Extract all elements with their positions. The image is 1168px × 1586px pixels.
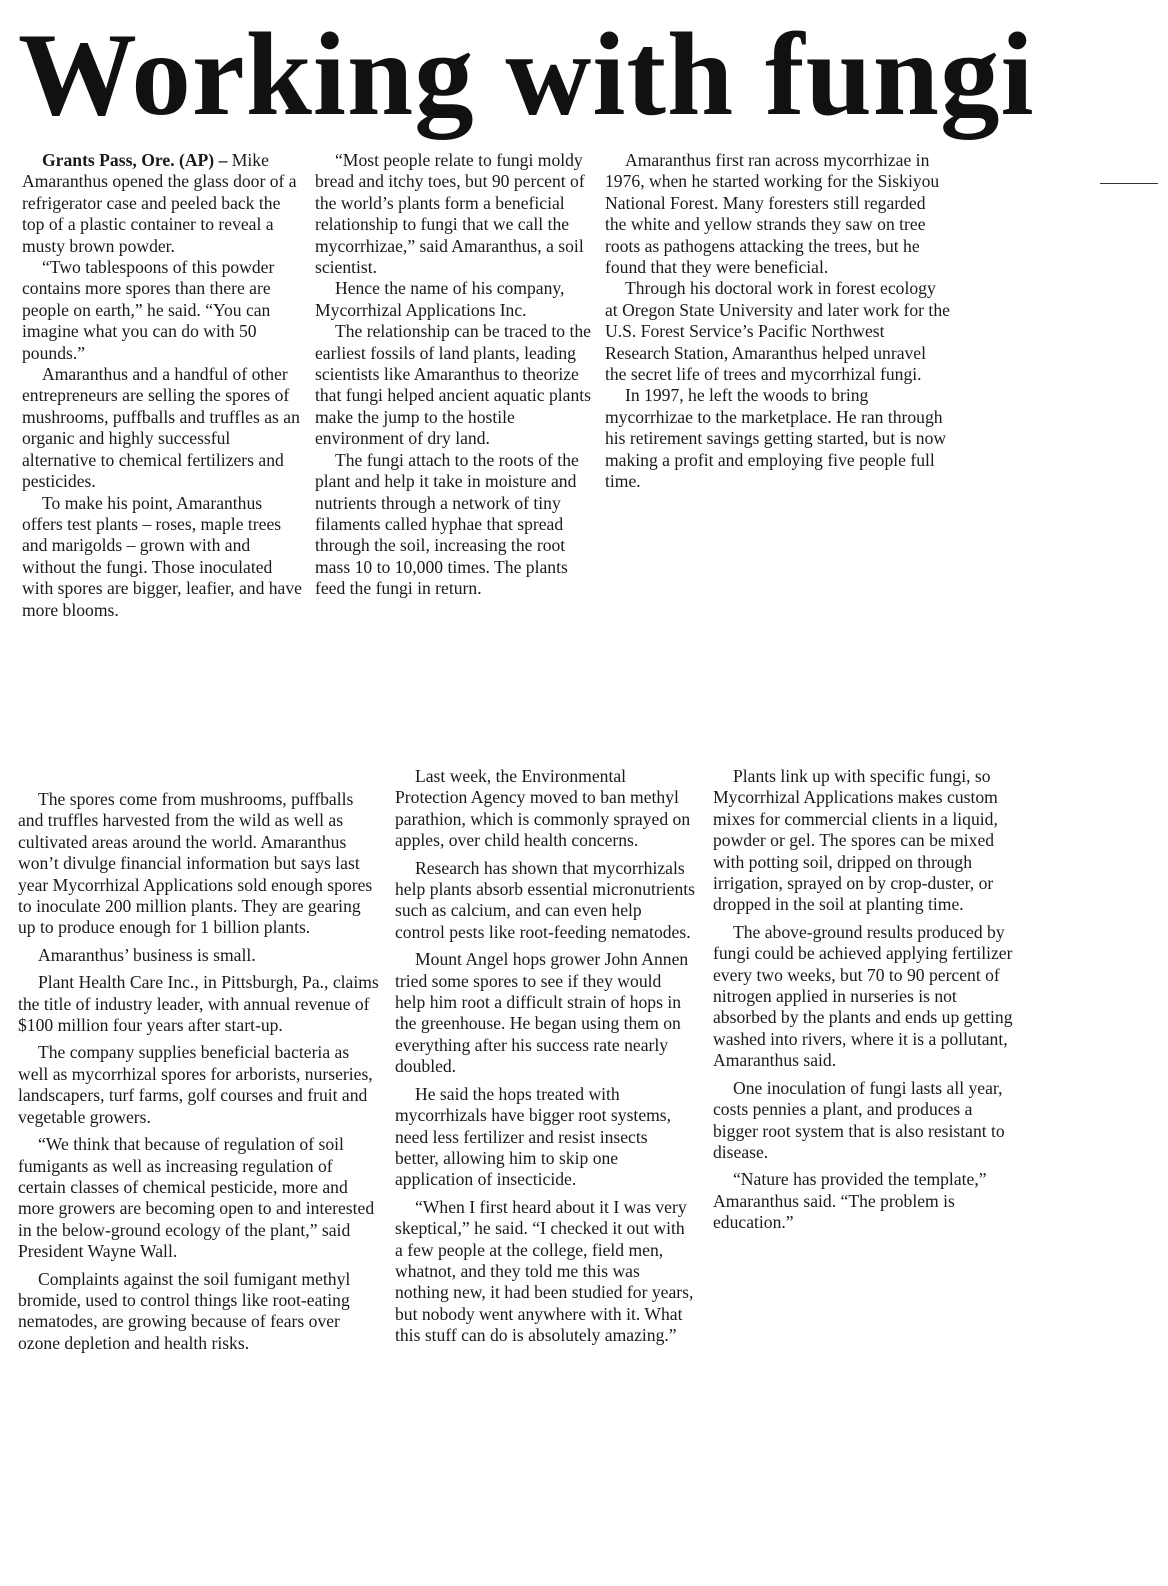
- paragraph: Through his doctoral work in forest ecology at Oregon State University and later work for the U.S. Forest Service’s Pacific Northwest Research Station, Amaranthus helped unravel the secret life of trees and mycorrhizal fungi.: [605, 278, 950, 385]
- paragraph: Last week, the Environmental Protection Agency moved to ban methyl parathion, which is commonly sprayed on apples, over child health concerns.: [395, 766, 691, 851]
- paragraph: He said the hops treated with mycorrhizals have bigger root systems, need less fertilizer and resist insects better, allowing him to skip one application of insecticide.: [395, 1083, 672, 1190]
- paragraph: One inoculation of fungi lasts all year, costs pennies a plant, and produces a bigger root system that is also resistant to disease.: [713, 1077, 1005, 1162]
- column-rule: [1100, 183, 1158, 184]
- headline: Working with fungi: [18, 8, 1035, 140]
- paragraph: “Nature has provided the template,” Amaranthus said. “The problem is education.”: [713, 1169, 987, 1233]
- paragraph: The relationship can be traced to the earliest fossils of land plants, leading scientists like Amaranthus to theorize that fungi helped ancient aquatic plants make the jump to the hostile environment of dry land.: [315, 321, 592, 449]
- paragraph: Plant Health Care Inc., in Pittsburgh, Pa., claims the title of industry leader, with annual revenue of $100 million four years after start-up.: [18, 972, 379, 1036]
- lead-text: Mike Amaranthus opened the glass door of a refrigerator case and peeled back the top of a plastic container to reveal a musty brown powder.: [22, 150, 297, 256]
- paragraph: Mount Angel hops grower John Annen tried some spores to see if they would help him root a difficult strain of hops in the greenhouse. He began using them on everything after his success rate nearly doubled.: [395, 949, 689, 1077]
- paragraph: The spores come from mushrooms, puffballs and truffles harvested from the wild as well as cultivated areas around the world. Amaranthus won’t divulge financial information but says last year Mycorrhizal Applications sold enough spores to inoculate 200 million plants. They are gearing up to produce enough for 1 billion plants.: [18, 789, 373, 938]
- dateline: Grants Pass, Ore. (AP) –: [42, 150, 228, 170]
- paragraph: [22, 150, 304, 257]
- paragraph: Complaints against the soil fumigant methyl bromide, used to control things like root-eating nematodes, are growing because of fears over ozone depletion and health risks.: [18, 1268, 351, 1353]
- paragraph: Research has shown that mycorrhizals help plants absorb essential micronutrients such as calcium, and can even help control pests like root-feeding nematodes.: [395, 857, 696, 942]
- paragraph: The company supplies beneficial bacteria as well as mycorrhizal spores for arborists, nurseries, landscapers, turf farms, golf courses and fruit and vegetable growers.: [18, 1042, 373, 1127]
- paragraph: “Two tablespoons of this powder contains more spores than there are people on earth,” he said. “You can imagine what you can do with 50 pounds.”: [22, 257, 275, 363]
- paragraph: Amaranthus’ business is small.: [38, 944, 256, 965]
- paragraph: Amaranthus first ran across mycorrhizae in 1976, when he started working for the Siskiyou National Forest. Many foresters still regarded the white and yellow strands they saw on tree roots as pathogens attacking the trees, but he found that they were beneficial.: [605, 150, 940, 278]
- paragraph: In 1997, he left the woods to bring mycorrhizae to the marketplace. He ran through his retirement savings getting started, but is now making a profit and employing five people full time.: [605, 385, 947, 492]
- top-column-1: [22, 150, 304, 621]
- paragraph: Plants link up with specific fungi, so Mycorrhizal Applications makes custom mixes for commercial clients in a liquid, powder or gel. The spores can be mixed with potting soil, dripped on through irrigation, sprayed on by crop-duster, or dropped in the soil at planting time.: [713, 766, 998, 915]
- paragraph: To make his point, Amaranthus offers test plants – roses, maple trees and marigolds – grown with and without the fungi. Those inoculated with spores are bigger, leafier, and have more blooms.: [22, 492, 302, 620]
- paragraph: Hence the name of his company, Mycorrhizal Applications Inc.: [315, 278, 565, 320]
- bottom-column-1: [18, 789, 380, 1360]
- bottom-column-3: [713, 766, 1013, 1240]
- paragraph: “When I first heard about it I was very skeptical,” he said. “I checked it out with a few people at the college, field men, whatnot, and they told me this was nothing new, it had been studied for years, but nobody went anywhere with it. What this stuff can do is absolutely amazing.”: [395, 1196, 694, 1346]
- top-column-2: [315, 150, 600, 600]
- paragraph: The fungi attach to the roots of the plant and help it take in moisture and nutrients through a network of tiny filaments called hyphae that spread through the soil, increasing the root mass 10 to 10,000 times. The plants feed the fungi in return.: [315, 449, 579, 599]
- bottom-column-2: [395, 766, 695, 1353]
- paragraph: The above-ground results produced by fungi could be achieved applying fertilizer every two weeks, but 70 to 90 percent of nitrogen applied in nurseries is not absorbed by the plants and ends up getting washed into rivers, where it is a pollutant, Amaranthus said.: [713, 921, 1013, 1071]
- paragraph: Amaranthus and a handful of other entrepreneurs are selling the spores of mushrooms, puffballs and truffles as an organic and highly successful alternative to chemical fertilizers and pesticides.: [22, 364, 300, 492]
- paragraph: “Most people relate to fungi moldy bread and itchy toes, but 90 percent of the world’s plants form a beneficial relationship to fungi that we call the mycorrhizae,” said Amaranthus, a soil scientist.: [315, 150, 585, 278]
- top-column-3: [605, 150, 950, 493]
- paragraph: “We think that because of regulation of soil fumigants as well as increasing regulation of certain classes of chemical pesticide, more and more growers are becoming open to and interested in the below-ground ecology of the plant,” said President Wayne Wall.: [18, 1134, 375, 1262]
